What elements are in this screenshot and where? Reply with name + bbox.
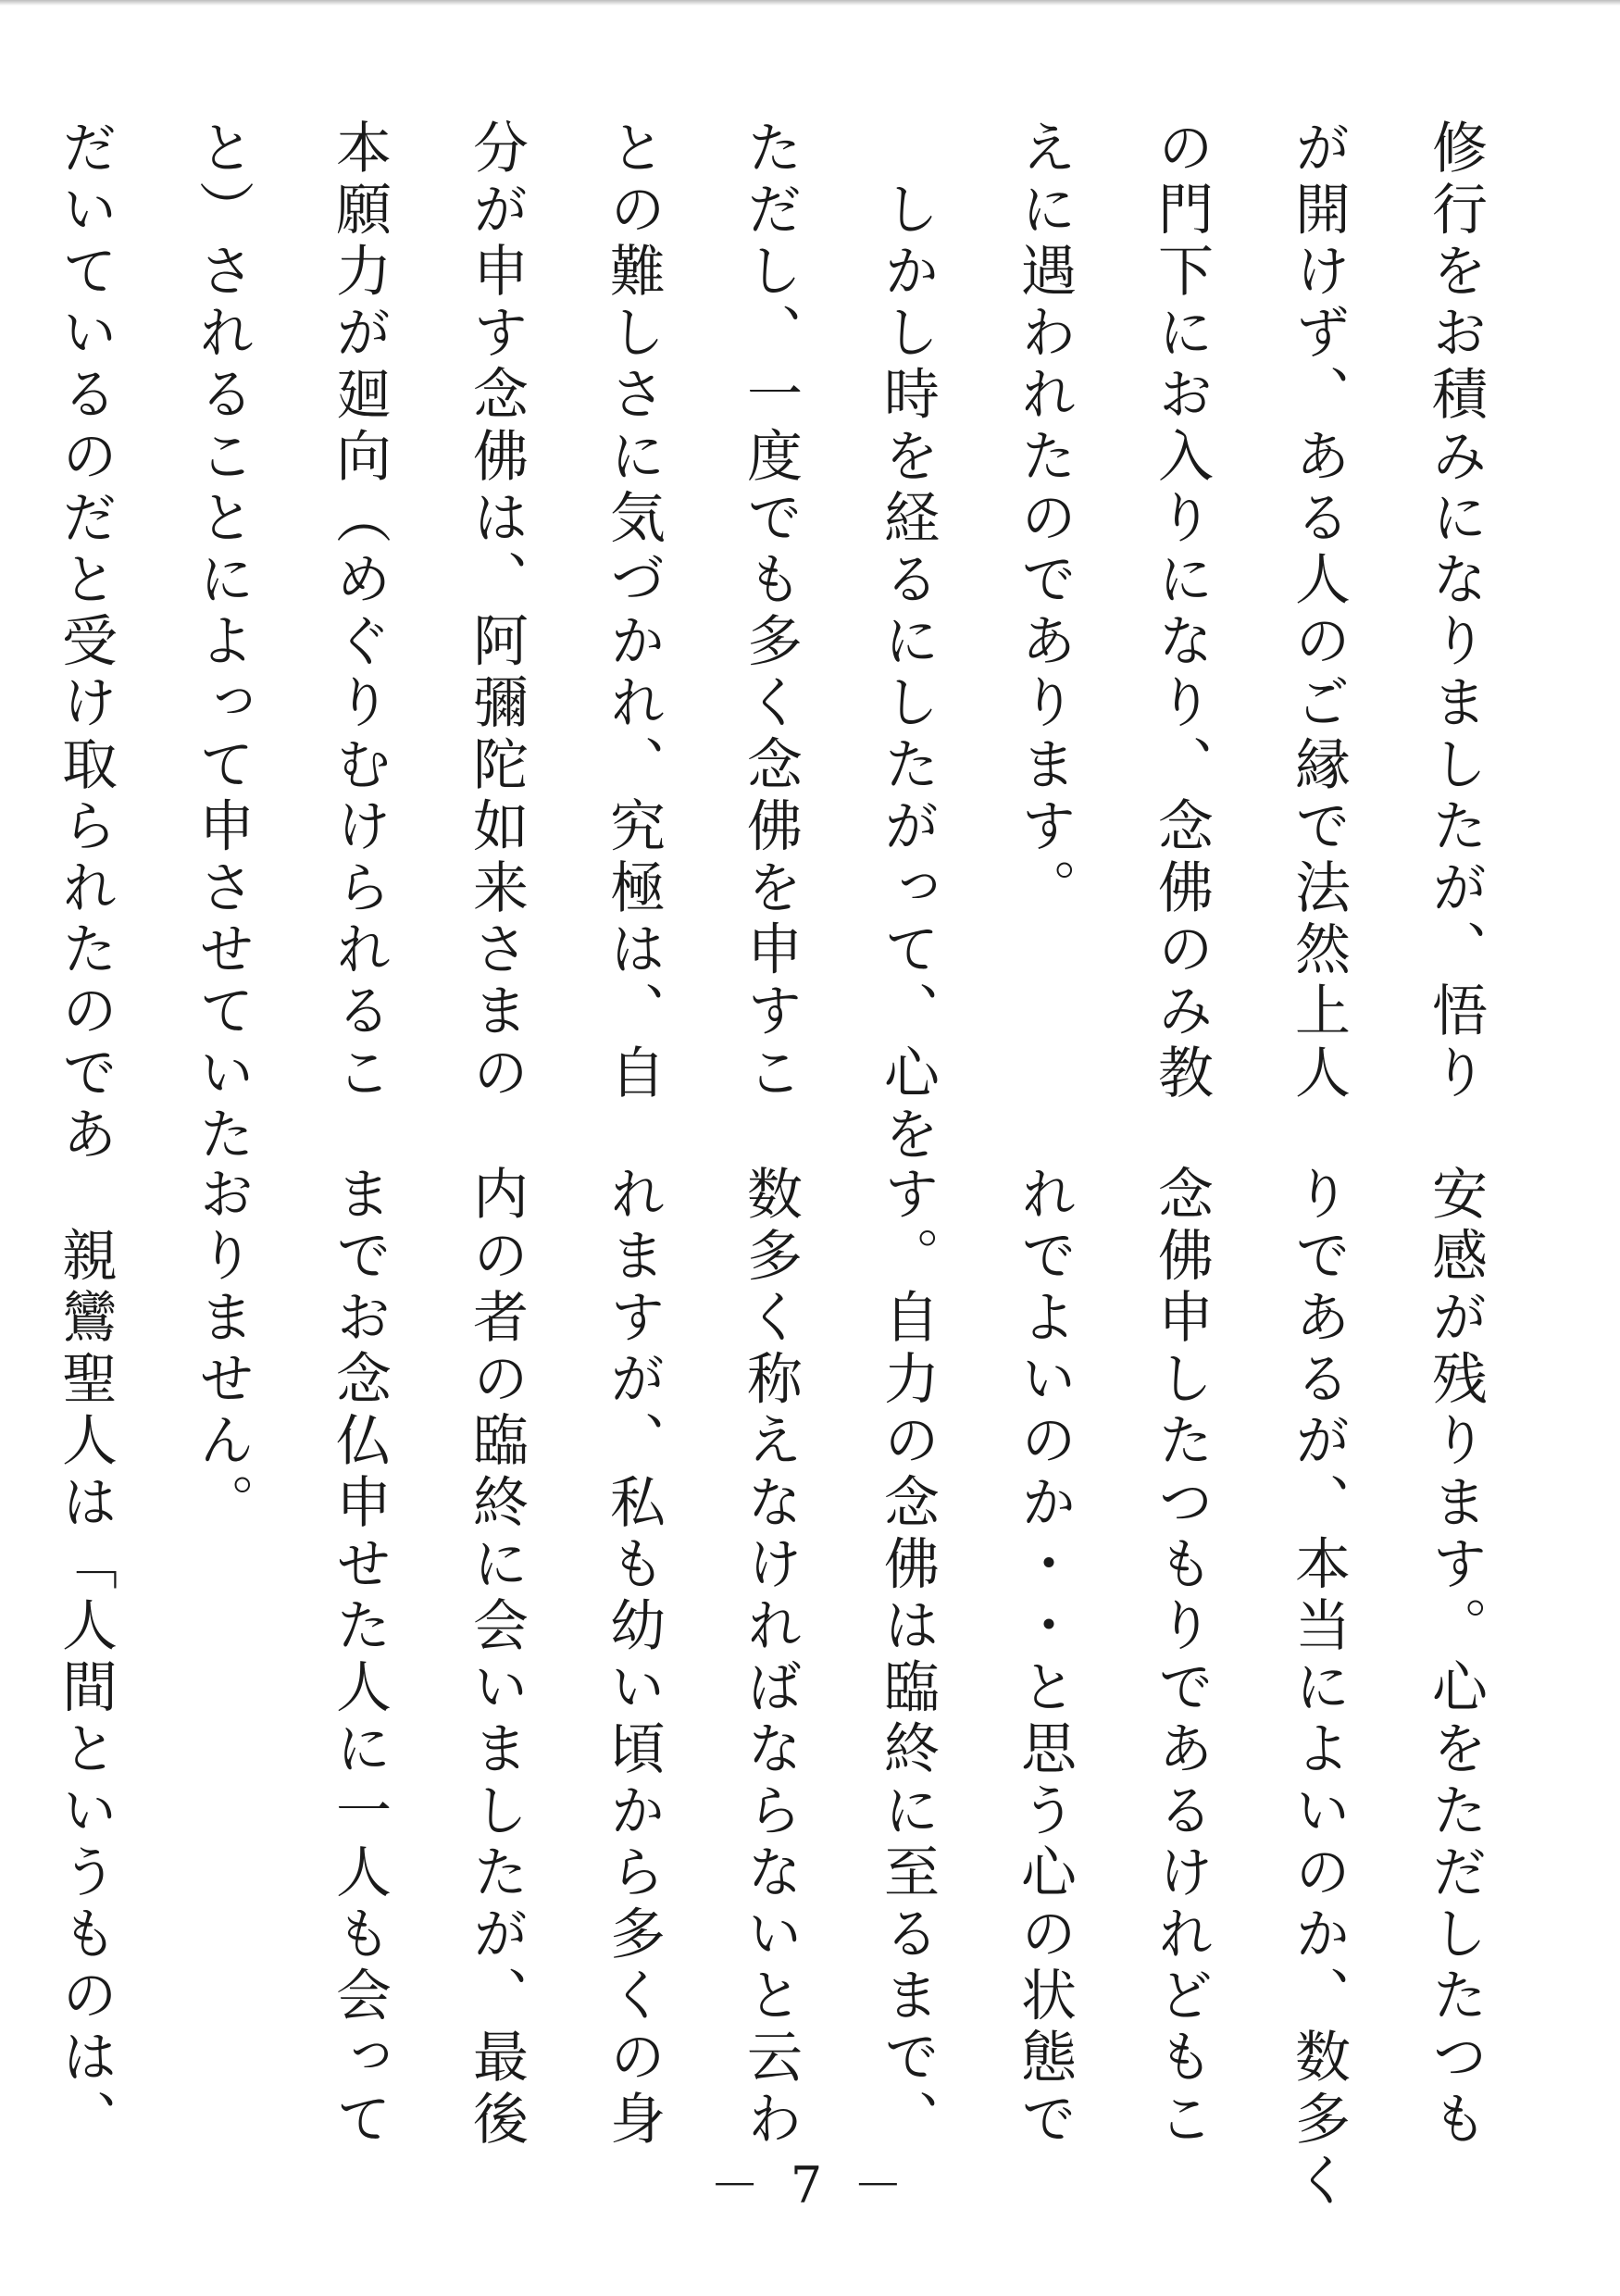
text-column: 本願力が廻向（めぐりむけられるこ: [327, 119, 392, 1105]
text-column: す。自力の念佛は臨終に至るまで、: [875, 1165, 940, 2152]
text-column: 親鸞聖人は「人間というものは、: [53, 1165, 118, 2152]
text-column: れますが、私も幼い頃から多くの身: [601, 1165, 666, 2152]
text-column: が開けず、ある人のご縁で法然上人: [1286, 119, 1351, 1105]
text-column: との難しさに気づかれ、究極は、自: [601, 119, 666, 1105]
text-column: と）されることによって申させていた: [190, 119, 255, 1167]
text-column: までお念仏申せた人に一人も会って: [327, 1165, 392, 2152]
text-column: 分が申す念佛は、阿彌陀如来さまの: [464, 119, 529, 1105]
text-column: しかし時を経るにしたがって、心を: [875, 119, 940, 1167]
text-column: 修行をお積みになりましたが、悟り: [1423, 119, 1488, 1105]
text-column: えに遇われたのであります。: [1012, 119, 1077, 920]
text-column: りであるが、本当によいのか、数多く: [1286, 1165, 1351, 2214]
top-edge-shadow: [0, 0, 1620, 6]
text-column: だいているのだと受け取られたのであ: [53, 119, 118, 1167]
upper-text-block: [53, 119, 1490, 1167]
text-column: れでよいのか・・と思う心の状態で: [1012, 1165, 1077, 2152]
text-column: 念佛申したつもりであるけれどもこ: [1149, 1165, 1214, 2152]
text-column: の門下にお入りになり、念佛のみ教: [1149, 119, 1214, 1105]
text-column: 安感が残ります。心をただしたつも: [1423, 1165, 1488, 2152]
text-column: 内の者の臨終に会いましたが、最後: [464, 1165, 529, 2152]
text-column: おりません。: [190, 1165, 255, 1535]
lower-text-block: [53, 1165, 1490, 2214]
page-number: － 7 －: [709, 2156, 911, 2215]
text-column: 数多く称えなければならないと云わ: [738, 1165, 803, 2152]
text-column: ただし、一度でも多く念佛を申すこ: [738, 119, 803, 1105]
